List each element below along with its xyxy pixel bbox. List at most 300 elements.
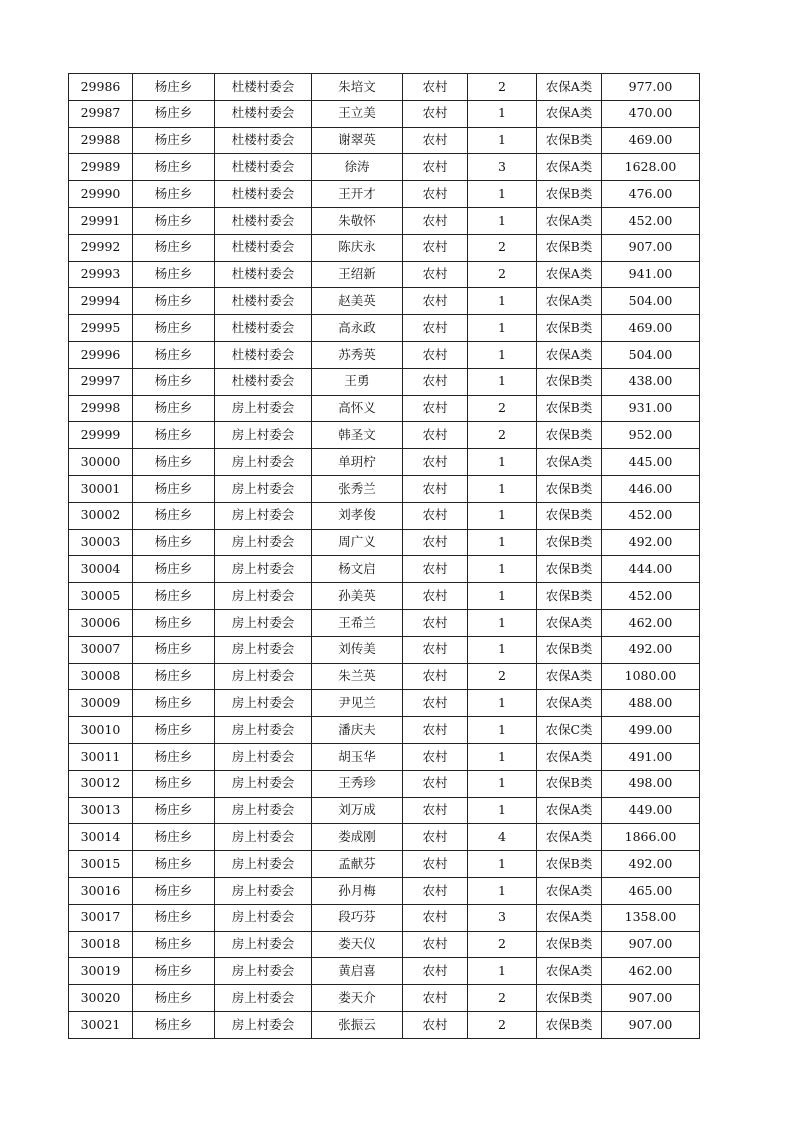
insurance-type-cell: 农保B类	[537, 636, 602, 663]
village-committee-cell: 房上村委会	[215, 931, 312, 958]
household-count-cell: 1	[468, 368, 537, 395]
village-committee-cell: 房上村委会	[215, 877, 312, 904]
record-id-cell: 29994	[69, 288, 133, 315]
amount-cell: 476.00	[602, 181, 700, 208]
record-id-cell: 29990	[69, 181, 133, 208]
amount-cell: 1358.00	[602, 904, 700, 931]
table-row	[69, 824, 700, 851]
table-row	[69, 717, 700, 744]
village-committee-cell: 房上村委会	[215, 824, 312, 851]
record-id-cell: 30008	[69, 663, 133, 690]
amount-cell: 452.00	[602, 207, 700, 234]
village-committee-cell: 房上村委会	[215, 717, 312, 744]
table-row	[69, 636, 700, 663]
record-id-cell: 30021	[69, 1011, 133, 1038]
township-cell: 杨庄乡	[133, 422, 215, 449]
household-count-cell: 1	[468, 127, 537, 154]
insurance-type-cell: 农保B类	[537, 422, 602, 449]
table-row	[69, 315, 700, 342]
area-type-cell: 农村	[403, 181, 468, 208]
person-name-cell: 王绍新	[312, 261, 403, 288]
village-committee-cell: 房上村委会	[215, 743, 312, 770]
amount-cell: 952.00	[602, 422, 700, 449]
township-cell: 杨庄乡	[133, 797, 215, 824]
village-committee-cell: 杜楼村委会	[215, 261, 312, 288]
record-id-cell: 30013	[69, 797, 133, 824]
table-row	[69, 690, 700, 717]
person-name-cell: 王希兰	[312, 609, 403, 636]
table-row	[69, 127, 700, 154]
area-type-cell: 农村	[403, 529, 468, 556]
record-id-cell: 30000	[69, 449, 133, 476]
record-id-cell: 29993	[69, 261, 133, 288]
area-type-cell: 农村	[403, 904, 468, 931]
village-committee-cell: 房上村委会	[215, 770, 312, 797]
table-row	[69, 395, 700, 422]
insurance-type-cell: 农保B类	[537, 502, 602, 529]
record-id-cell: 29988	[69, 127, 133, 154]
township-cell: 杨庄乡	[133, 985, 215, 1012]
area-type-cell: 农村	[403, 1011, 468, 1038]
township-cell: 杨庄乡	[133, 261, 215, 288]
township-cell: 杨庄乡	[133, 315, 215, 342]
village-committee-cell: 房上村委会	[215, 395, 312, 422]
area-type-cell: 农村	[403, 368, 468, 395]
area-type-cell: 农村	[403, 958, 468, 985]
insurance-type-cell: 农保A类	[537, 100, 602, 127]
table-row	[69, 797, 700, 824]
township-cell: 杨庄乡	[133, 529, 215, 556]
amount-cell: 492.00	[602, 529, 700, 556]
person-name-cell: 孙美英	[312, 583, 403, 610]
table-row	[69, 502, 700, 529]
household-count-cell: 1	[468, 502, 537, 529]
township-cell: 杨庄乡	[133, 341, 215, 368]
person-name-cell: 孟献芬	[312, 851, 403, 878]
insurance-type-cell: 农保A类	[537, 958, 602, 985]
record-id-cell: 29996	[69, 341, 133, 368]
village-committee-cell: 杜楼村委会	[215, 100, 312, 127]
insurance-type-cell: 农保B类	[537, 315, 602, 342]
record-id-cell: 30006	[69, 609, 133, 636]
township-cell: 杨庄乡	[133, 1011, 215, 1038]
roster-table	[68, 73, 700, 1039]
insurance-type-cell: 农保A类	[537, 207, 602, 234]
record-id-cell: 30002	[69, 502, 133, 529]
record-id-cell: 29991	[69, 207, 133, 234]
person-name-cell: 高永政	[312, 315, 403, 342]
insurance-type-cell: 农保B类	[537, 770, 602, 797]
household-count-cell: 1	[468, 797, 537, 824]
record-id-cell: 30007	[69, 636, 133, 663]
household-count-cell: 1	[468, 770, 537, 797]
insurance-type-cell: 农保B类	[537, 583, 602, 610]
table-row	[69, 449, 700, 476]
village-committee-cell: 杜楼村委会	[215, 127, 312, 154]
person-name-cell: 段巧芬	[312, 904, 403, 931]
record-id-cell: 30005	[69, 583, 133, 610]
village-committee-cell: 杜楼村委会	[215, 234, 312, 261]
village-committee-cell: 房上村委会	[215, 502, 312, 529]
record-id-cell: 30009	[69, 690, 133, 717]
amount-cell: 492.00	[602, 851, 700, 878]
household-count-cell: 2	[468, 663, 537, 690]
person-name-cell: 娄成刚	[312, 824, 403, 851]
township-cell: 杨庄乡	[133, 958, 215, 985]
record-id-cell: 30018	[69, 931, 133, 958]
person-name-cell: 单玥柠	[312, 449, 403, 476]
person-name-cell: 刘传美	[312, 636, 403, 663]
area-type-cell: 农村	[403, 985, 468, 1012]
household-count-cell: 2	[468, 1011, 537, 1038]
record-id-cell: 30017	[69, 904, 133, 931]
township-cell: 杨庄乡	[133, 851, 215, 878]
amount-cell: 1080.00	[602, 663, 700, 690]
household-count-cell: 3	[468, 154, 537, 181]
table-row	[69, 207, 700, 234]
household-count-cell: 1	[468, 100, 537, 127]
household-count-cell: 1	[468, 315, 537, 342]
household-count-cell: 1	[468, 958, 537, 985]
amount-cell: 492.00	[602, 636, 700, 663]
township-cell: 杨庄乡	[133, 877, 215, 904]
township-cell: 杨庄乡	[133, 127, 215, 154]
village-committee-cell: 杜楼村委会	[215, 74, 312, 101]
record-id-cell: 29997	[69, 368, 133, 395]
township-cell: 杨庄乡	[133, 395, 215, 422]
record-id-cell: 29995	[69, 315, 133, 342]
village-committee-cell: 房上村委会	[215, 449, 312, 476]
record-id-cell: 30019	[69, 958, 133, 985]
area-type-cell: 农村	[403, 100, 468, 127]
township-cell: 杨庄乡	[133, 690, 215, 717]
household-count-cell: 2	[468, 395, 537, 422]
area-type-cell: 农村	[403, 797, 468, 824]
table-row	[69, 154, 700, 181]
township-cell: 杨庄乡	[133, 824, 215, 851]
village-committee-cell: 杜楼村委会	[215, 341, 312, 368]
amount-cell: 452.00	[602, 502, 700, 529]
amount-cell: 462.00	[602, 958, 700, 985]
table-row	[69, 958, 700, 985]
household-count-cell: 3	[468, 904, 537, 931]
insurance-type-cell: 农保B类	[537, 395, 602, 422]
insurance-type-cell: 农保A类	[537, 824, 602, 851]
household-count-cell: 1	[468, 851, 537, 878]
village-committee-cell: 房上村委会	[215, 904, 312, 931]
insurance-type-cell: 农保A类	[537, 261, 602, 288]
insurance-type-cell: 农保B类	[537, 475, 602, 502]
amount-cell: 504.00	[602, 288, 700, 315]
table-row	[69, 288, 700, 315]
person-name-cell: 尹见兰	[312, 690, 403, 717]
area-type-cell: 农村	[403, 877, 468, 904]
household-count-cell: 1	[468, 341, 537, 368]
village-committee-cell: 房上村委会	[215, 583, 312, 610]
amount-cell: 907.00	[602, 985, 700, 1012]
village-committee-cell: 房上村委会	[215, 690, 312, 717]
township-cell: 杨庄乡	[133, 449, 215, 476]
amount-cell: 444.00	[602, 556, 700, 583]
record-id-cell: 30020	[69, 985, 133, 1012]
insurance-type-cell: 农保B类	[537, 556, 602, 583]
person-name-cell: 王开才	[312, 181, 403, 208]
household-count-cell: 2	[468, 74, 537, 101]
village-committee-cell: 房上村委会	[215, 985, 312, 1012]
amount-cell: 941.00	[602, 261, 700, 288]
record-id-cell: 30004	[69, 556, 133, 583]
household-count-cell: 1	[468, 690, 537, 717]
table-row	[69, 609, 700, 636]
amount-cell: 462.00	[602, 609, 700, 636]
insurance-type-cell: 农保A类	[537, 904, 602, 931]
table-row	[69, 904, 700, 931]
village-committee-cell: 房上村委会	[215, 1011, 312, 1038]
area-type-cell: 农村	[403, 315, 468, 342]
person-name-cell: 朱兰英	[312, 663, 403, 690]
township-cell: 杨庄乡	[133, 181, 215, 208]
table-row	[69, 1011, 700, 1038]
roster-body	[69, 74, 700, 1039]
area-type-cell: 农村	[403, 931, 468, 958]
table-row	[69, 234, 700, 261]
amount-cell: 907.00	[602, 931, 700, 958]
township-cell: 杨庄乡	[133, 502, 215, 529]
person-name-cell: 黄启喜	[312, 958, 403, 985]
township-cell: 杨庄乡	[133, 743, 215, 770]
insurance-type-cell: 农保A类	[537, 74, 602, 101]
table-row	[69, 100, 700, 127]
insurance-type-cell: 农保A类	[537, 663, 602, 690]
area-type-cell: 农村	[403, 127, 468, 154]
record-id-cell: 30012	[69, 770, 133, 797]
person-name-cell: 朱敬怀	[312, 207, 403, 234]
insurance-type-cell: 农保B类	[537, 234, 602, 261]
record-id-cell: 29989	[69, 154, 133, 181]
township-cell: 杨庄乡	[133, 609, 215, 636]
amount-cell: 977.00	[602, 74, 700, 101]
insurance-type-cell: 农保B类	[537, 529, 602, 556]
person-name-cell: 谢翠英	[312, 127, 403, 154]
township-cell: 杨庄乡	[133, 475, 215, 502]
amount-cell: 470.00	[602, 100, 700, 127]
area-type-cell: 农村	[403, 743, 468, 770]
person-name-cell: 韩圣文	[312, 422, 403, 449]
village-committee-cell: 杜楼村委会	[215, 288, 312, 315]
table-row	[69, 341, 700, 368]
insurance-type-cell: 农保A类	[537, 154, 602, 181]
area-type-cell: 农村	[403, 690, 468, 717]
township-cell: 杨庄乡	[133, 583, 215, 610]
village-committee-cell: 杜楼村委会	[215, 315, 312, 342]
amount-cell: 499.00	[602, 717, 700, 744]
village-committee-cell: 房上村委会	[215, 851, 312, 878]
area-type-cell: 农村	[403, 851, 468, 878]
insurance-type-cell: 农保A类	[537, 743, 602, 770]
household-count-cell: 4	[468, 824, 537, 851]
area-type-cell: 农村	[403, 556, 468, 583]
area-type-cell: 农村	[403, 207, 468, 234]
area-type-cell: 农村	[403, 74, 468, 101]
area-type-cell: 农村	[403, 663, 468, 690]
table-row	[69, 985, 700, 1012]
insurance-type-cell: 农保B类	[537, 851, 602, 878]
insurance-type-cell: 农保C类	[537, 717, 602, 744]
person-name-cell: 孙月梅	[312, 877, 403, 904]
area-type-cell: 农村	[403, 770, 468, 797]
township-cell: 杨庄乡	[133, 154, 215, 181]
table-row	[69, 743, 700, 770]
record-id-cell: 30003	[69, 529, 133, 556]
household-count-cell: 1	[468, 743, 537, 770]
table-row	[69, 851, 700, 878]
village-committee-cell: 杜楼村委会	[215, 368, 312, 395]
person-name-cell: 娄天仪	[312, 931, 403, 958]
insurance-type-cell: 农保A类	[537, 341, 602, 368]
insurance-type-cell: 农保A类	[537, 797, 602, 824]
area-type-cell: 农村	[403, 261, 468, 288]
person-name-cell: 苏秀英	[312, 341, 403, 368]
village-committee-cell: 杜楼村委会	[215, 207, 312, 234]
area-type-cell: 农村	[403, 288, 468, 315]
amount-cell: 491.00	[602, 743, 700, 770]
village-committee-cell: 房上村委会	[215, 609, 312, 636]
area-type-cell: 农村	[403, 475, 468, 502]
household-count-cell: 1	[468, 529, 537, 556]
household-count-cell: 1	[468, 717, 537, 744]
village-committee-cell: 房上村委会	[215, 636, 312, 663]
table-row	[69, 556, 700, 583]
insurance-type-cell: 农保B类	[537, 1011, 602, 1038]
amount-cell: 907.00	[602, 234, 700, 261]
area-type-cell: 农村	[403, 395, 468, 422]
person-name-cell: 周广义	[312, 529, 403, 556]
village-committee-cell: 房上村委会	[215, 422, 312, 449]
household-count-cell: 1	[468, 288, 537, 315]
person-name-cell: 陈庆永	[312, 234, 403, 261]
household-count-cell: 1	[468, 556, 537, 583]
area-type-cell: 农村	[403, 422, 468, 449]
village-committee-cell: 杜楼村委会	[215, 154, 312, 181]
area-type-cell: 农村	[403, 636, 468, 663]
amount-cell: 438.00	[602, 368, 700, 395]
record-id-cell: 30011	[69, 743, 133, 770]
household-count-cell: 1	[468, 636, 537, 663]
household-count-cell: 1	[468, 449, 537, 476]
village-committee-cell: 房上村委会	[215, 529, 312, 556]
record-id-cell: 29992	[69, 234, 133, 261]
township-cell: 杨庄乡	[133, 556, 215, 583]
township-cell: 杨庄乡	[133, 74, 215, 101]
township-cell: 杨庄乡	[133, 207, 215, 234]
record-id-cell: 29986	[69, 74, 133, 101]
household-count-cell: 1	[468, 207, 537, 234]
person-name-cell: 潘庆夫	[312, 717, 403, 744]
person-name-cell: 徐涛	[312, 154, 403, 181]
area-type-cell: 农村	[403, 449, 468, 476]
table-row	[69, 770, 700, 797]
amount-cell: 452.00	[602, 583, 700, 610]
insurance-type-cell: 农保A类	[537, 449, 602, 476]
person-name-cell: 胡玉华	[312, 743, 403, 770]
household-count-cell: 2	[468, 931, 537, 958]
amount-cell: 1628.00	[602, 154, 700, 181]
amount-cell: 449.00	[602, 797, 700, 824]
table-row	[69, 261, 700, 288]
household-count-cell: 2	[468, 261, 537, 288]
insurance-type-cell: 农保B类	[537, 931, 602, 958]
person-name-cell: 娄天介	[312, 985, 403, 1012]
township-cell: 杨庄乡	[133, 931, 215, 958]
household-count-cell: 2	[468, 234, 537, 261]
person-name-cell: 高怀义	[312, 395, 403, 422]
household-count-cell: 1	[468, 877, 537, 904]
household-count-cell: 2	[468, 422, 537, 449]
village-committee-cell: 房上村委会	[215, 663, 312, 690]
table-row	[69, 583, 700, 610]
person-name-cell: 朱培文	[312, 74, 403, 101]
table-row	[69, 368, 700, 395]
person-name-cell: 王勇	[312, 368, 403, 395]
area-type-cell: 农村	[403, 583, 468, 610]
area-type-cell: 农村	[403, 234, 468, 261]
record-id-cell: 29999	[69, 422, 133, 449]
insurance-type-cell: 农保B类	[537, 368, 602, 395]
table-row	[69, 663, 700, 690]
person-name-cell: 刘万成	[312, 797, 403, 824]
township-cell: 杨庄乡	[133, 904, 215, 931]
amount-cell: 907.00	[602, 1011, 700, 1038]
insurance-type-cell: 农保B类	[537, 985, 602, 1012]
village-committee-cell: 房上村委会	[215, 958, 312, 985]
table-row	[69, 475, 700, 502]
household-count-cell: 1	[468, 475, 537, 502]
township-cell: 杨庄乡	[133, 288, 215, 315]
table-row	[69, 931, 700, 958]
record-id-cell: 30014	[69, 824, 133, 851]
township-cell: 杨庄乡	[133, 636, 215, 663]
household-count-cell: 1	[468, 181, 537, 208]
area-type-cell: 农村	[403, 717, 468, 744]
person-name-cell: 杨文启	[312, 556, 403, 583]
person-name-cell: 王秀珍	[312, 770, 403, 797]
township-cell: 杨庄乡	[133, 234, 215, 261]
area-type-cell: 农村	[403, 154, 468, 181]
amount-cell: 504.00	[602, 341, 700, 368]
record-id-cell: 29998	[69, 395, 133, 422]
village-committee-cell: 房上村委会	[215, 797, 312, 824]
amount-cell: 446.00	[602, 475, 700, 502]
township-cell: 杨庄乡	[133, 770, 215, 797]
insurance-type-cell: 农保A类	[537, 288, 602, 315]
record-id-cell: 30016	[69, 877, 133, 904]
person-name-cell: 赵美英	[312, 288, 403, 315]
household-count-cell: 1	[468, 609, 537, 636]
insurance-type-cell: 农保B类	[537, 127, 602, 154]
person-name-cell: 王立美	[312, 100, 403, 127]
person-name-cell: 张秀兰	[312, 475, 403, 502]
table-row	[69, 877, 700, 904]
area-type-cell: 农村	[403, 502, 468, 529]
township-cell: 杨庄乡	[133, 368, 215, 395]
insurance-type-cell: 农保A类	[537, 877, 602, 904]
amount-cell: 1866.00	[602, 824, 700, 851]
record-id-cell: 30015	[69, 851, 133, 878]
insurance-type-cell: 农保A类	[537, 609, 602, 636]
amount-cell: 498.00	[602, 770, 700, 797]
record-id-cell: 30010	[69, 717, 133, 744]
household-count-cell: 1	[468, 583, 537, 610]
